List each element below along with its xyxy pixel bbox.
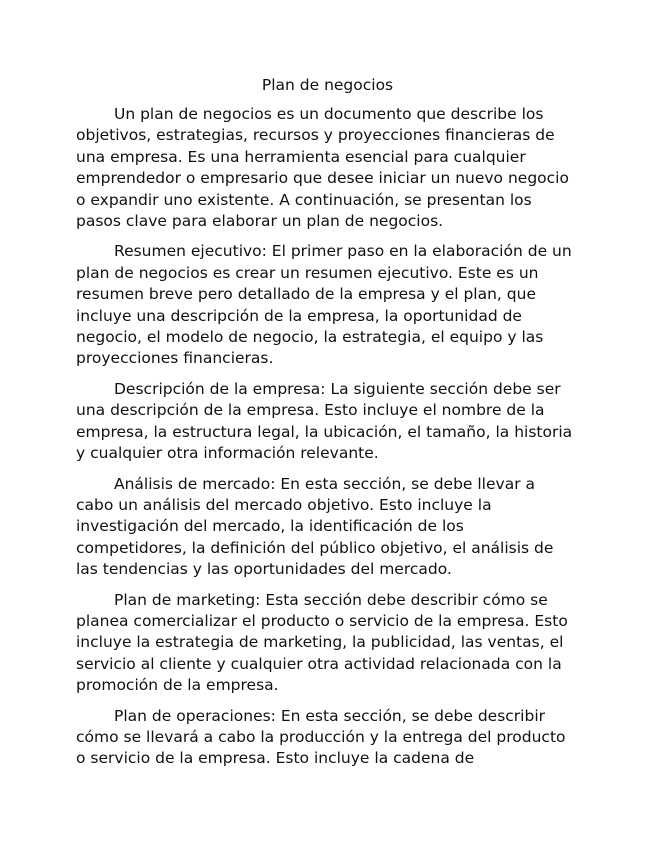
paragraph-introduction: Un plan de negocios es un documento que describe los objetivos, estrategias, recursos y proyecciones financieras de una empresa. Es una herramienta esencial para cualquier emprendedor o empresario que desee iniciar un nuevo negocio o expandir uno existente. A continuación, se presentan los pasos clave para elaborar un plan de negocios. bbox=[76, 105, 569, 231]
paragraph-executive-summary: Resumen ejecutivo: El primer paso en la elaboración de un plan de negocios es crear un resumen ejecutivo. Este es un resumen breve pero detallado de la empresa y el plan, que incluye una descripción de la empresa, la oportunidad de negocio, el modelo de negocio, la estrategia, el equipo y las proyecciones financieras. bbox=[76, 242, 572, 368]
document-body bbox=[76, 104, 576, 779]
paragraph-company-description: Descripción de la empresa: La siguiente sección debe ser una descripción de la empresa. Esto incluye el nombre de la empresa, la estructura legal, la ubicación, el tamaño, la historia y cualquier otra información relevante. bbox=[76, 379, 573, 463]
paragraph-market-analysis: Análisis de mercado: En esta sección, se debe llevar a cabo un análisis del mercado objetivo. Esto incluye la investigación del mercado, la identificación de los competidores, la definición del público objetivo, el análisis de las tendencias y las oportunidades del mercado. bbox=[76, 474, 554, 579]
paragraph-operations-plan: Plan de operaciones: En esta sección, se debe describir cómo se llevará a cabo la producción y la entrega del producto o servicio de la empresa. Esto incluye la cadena de bbox=[76, 706, 566, 768]
document-title: Plan de negocios bbox=[261, 76, 394, 94]
paragraph-marketing-plan: Plan de marketing: Esta sección debe describir cómo se planea comercializar el producto o servicio de la empresa. Esto incluye la estrategia de marketing, la publicidad, las ventas, el servicio al cliente y cualquier otra actividad relacionada con la promoción de la empresa. bbox=[76, 590, 568, 695]
